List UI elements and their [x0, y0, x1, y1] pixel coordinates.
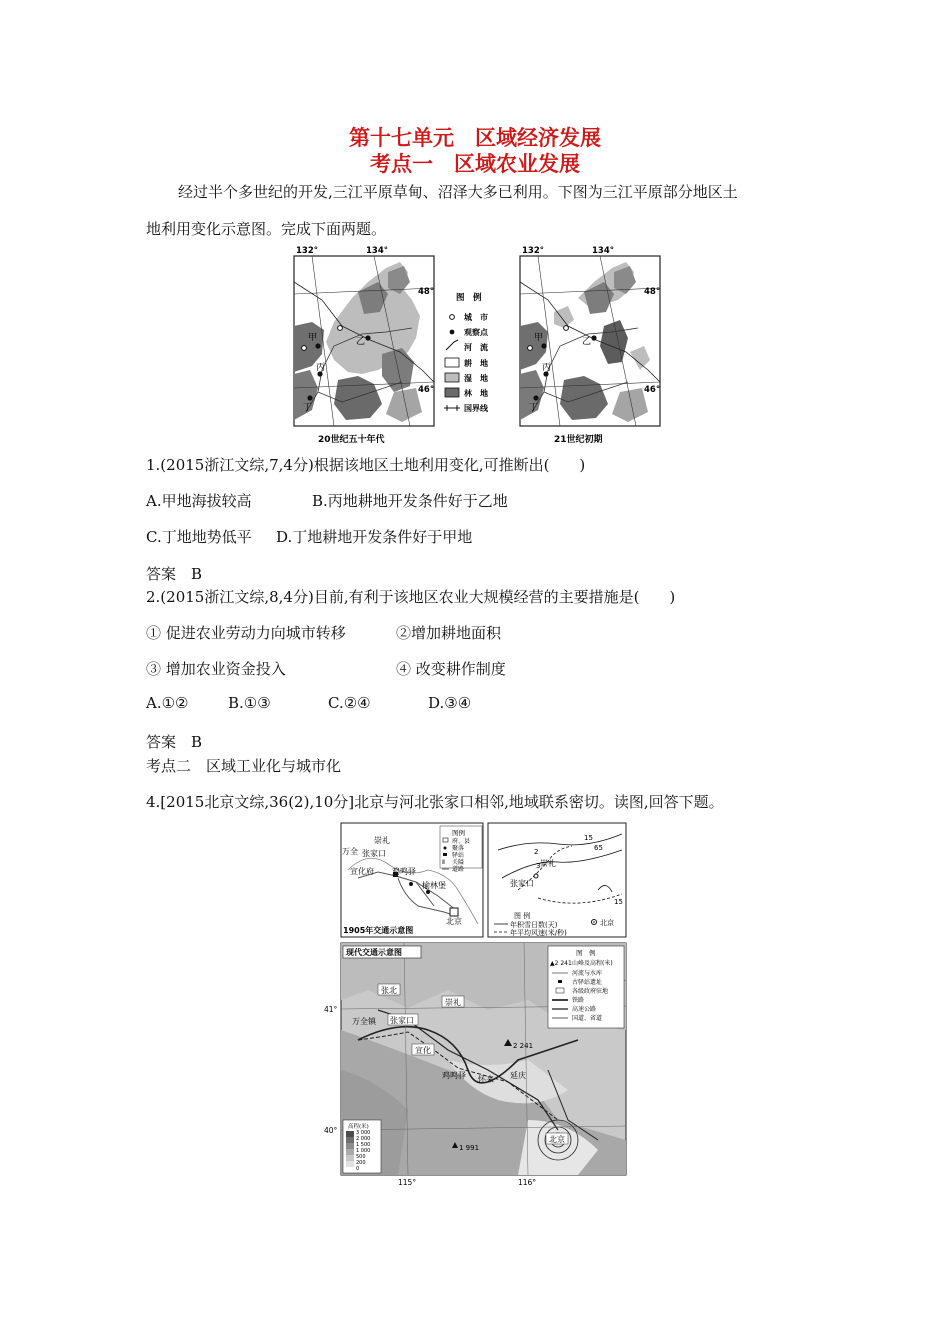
place-yulinpu-1905: 榆林堡 — [422, 881, 446, 890]
modern-legend-title: 图 例 — [576, 949, 596, 957]
elev-title: 高程(米) — [348, 1124, 369, 1130]
section-title: 考点一 区域农业发展 — [370, 152, 580, 176]
place-chongli: 崇礼 — [445, 998, 461, 1007]
q1-option-c: C.丁地地势低平 — [146, 528, 252, 546]
map-1905 — [341, 823, 483, 937]
climate-label-15b: 15 — [614, 898, 623, 906]
legend-1905-county: 府、县 — [452, 838, 471, 845]
lat-bottom-label: 46° — [418, 385, 435, 395]
elev-0: 0 — [356, 1166, 360, 1172]
legend-forest: 林 地 — [464, 389, 488, 398]
elev-500: 500 — [356, 1154, 366, 1160]
land-use-map-figure — [282, 242, 668, 452]
q2-option-b: B.①③ — [228, 694, 271, 712]
elev-1000: 1 000 — [356, 1148, 371, 1154]
place-zhangjiakou-1905: 张家口 — [362, 849, 386, 858]
land-use-legend — [444, 292, 489, 413]
climate-label-3: 3 — [536, 862, 541, 870]
climate-beijing: 北京 — [600, 919, 614, 927]
climate-label-65: 65 — [594, 844, 603, 852]
q1-option-b: B.丙地耕地开发条件好于乙地 — [312, 492, 508, 510]
section-2-title: 考点二 区域工业化与城市化 — [146, 757, 342, 775]
climate-legend-title: 图 例 — [514, 912, 531, 920]
place-jia-2: 甲 — [534, 333, 544, 343]
modern-legend-expressway: 高速公路 — [572, 1006, 597, 1013]
elev-200: 200 — [356, 1160, 366, 1166]
legend-cropland: 耕 地 — [464, 359, 488, 368]
legend-title: 图 例 — [456, 293, 482, 303]
modern-legend-road: 国道、省道 — [572, 1015, 603, 1022]
place-bing-2: 丙 — [542, 363, 552, 373]
legend-1905-title: 图例 — [452, 829, 465, 837]
climate-label-15: 15 — [584, 834, 593, 842]
caption-left: 20世纪五十年代 — [318, 435, 385, 445]
legend-city: 城 市 — [464, 313, 488, 322]
place-zhangbei: 张北 — [381, 986, 397, 995]
place-jimingyi: 鸡鸣驿 — [442, 1071, 466, 1080]
elev-3000: 3 000 — [356, 1130, 371, 1136]
lat-top-label-2: 48° — [644, 287, 661, 297]
elev-1500: 1 500 — [356, 1142, 371, 1148]
place-chongli-1905: 崇礼 — [374, 836, 390, 845]
legend-observation: 观察点 — [464, 328, 488, 337]
q2-item-4: ④ 改变耕作制度 — [396, 660, 506, 678]
place-yi: 乙 — [356, 337, 366, 347]
intro-line-1: 经过半个多世纪的开发,三江平原草甸、沼泽大多已利用。下图为三江平原部分地区土 — [178, 183, 738, 201]
page-title: 第十七单元 区域经济发展 — [349, 126, 601, 150]
legend-wetland: 湿 地 — [464, 374, 488, 383]
place-xuanhua-1905: 宣化府 — [350, 867, 374, 876]
place-ding: 丁 — [303, 403, 313, 413]
lat-40-label: 40° — [324, 1126, 338, 1135]
caption-1905: 1905年交通示意图 — [343, 926, 414, 935]
legend-1905-pass: 关隘 — [452, 859, 465, 866]
lat-top-label: 48° — [418, 287, 435, 297]
caption-right: 21世纪初期 — [554, 435, 603, 445]
q4-stem: 4.[2015北京文综,36(2),10分]北京与河北张家口相邻,地域联系密切。读图,回答下题。 — [146, 793, 724, 811]
q2-item-2: ②增加耕地面积 — [396, 624, 502, 642]
lon-right-label-2: 134° — [592, 246, 614, 256]
modern-legend-relic: 古驿站遗址 — [572, 979, 603, 986]
modern-legend-railway: 铁路 — [572, 997, 585, 1004]
lon-left-label: 132° — [296, 246, 318, 256]
q2-stem: 2.(2015浙江文综,8,4分)目前,有利于该地区农业大规模经营的主要措施是( ) — [146, 588, 676, 606]
legend-1905-station: 驿站 — [452, 852, 465, 859]
q2-answer: 答案 B — [146, 733, 203, 751]
place-jia: 甲 — [308, 333, 318, 343]
place-xuanhua: 宣化 — [415, 1046, 431, 1055]
elev-2000: 2 000 — [356, 1136, 371, 1142]
q2-option-a: A.①② — [146, 694, 189, 712]
legend-border: 国界线 — [464, 404, 488, 413]
q1-answer: 答案 B — [146, 565, 203, 583]
lat-bottom-label-2: 46° — [644, 385, 661, 395]
q1-option-d: D.丁地耕地开发条件好于甲地 — [276, 528, 473, 546]
place-ding-2: 丁 — [529, 403, 539, 413]
modern-legend-peak: 山峰及高程(米) — [572, 960, 613, 967]
place-zhangjiakou: 张家口 — [390, 1016, 414, 1025]
zhangjiakou-figure — [324, 820, 630, 1188]
place-yi-2: 乙 — [582, 337, 592, 347]
legend-1905-road: 道路 — [452, 866, 465, 873]
map-2000s — [520, 246, 660, 445]
q2-option-c: C.②④ — [328, 694, 371, 712]
modern-legend-river: 河流与水库 — [572, 970, 603, 977]
q2-item-1: ① 促进农业劳动力向城市转移 — [146, 624, 346, 642]
climate-zhangjiakou: 张家口 — [510, 879, 534, 888]
lon-115-label: 115° — [398, 1178, 417, 1187]
caption-modern: 现代交通示意图 — [346, 948, 402, 957]
place-huailai: 怀来 — [478, 1075, 494, 1084]
place-wanquan-1905: 万全 — [342, 847, 358, 856]
place-wanquanzhen: 万全镇 — [352, 1017, 376, 1026]
place-beijing-1905: 北京 — [446, 917, 462, 926]
q1-option-a: A.甲地海拔较高 — [146, 492, 252, 510]
modern-legend-seat: 各级政府驻地 — [572, 988, 609, 995]
intro-line-2: 地利用变化示意图。完成下面两题。 — [146, 220, 387, 238]
place-yanqing: 延庆 — [510, 1071, 526, 1080]
climate-legend-snow: 年积雪日数(天) — [510, 921, 558, 929]
peak-1991: 1 991 — [459, 1144, 480, 1152]
modern-legend-peak-icon: ▲2 241 — [550, 960, 572, 967]
climate-chongli: 崇礼 — [540, 859, 556, 868]
map-1950s — [294, 246, 434, 445]
legend-1905-pass-icon: Ⅱ — [442, 859, 445, 866]
lon-116-label: 116° — [518, 1178, 537, 1187]
lat-41-label: 41° — [324, 1005, 338, 1014]
climate-legend-wind: 年平均风速(米/秒) — [510, 929, 567, 937]
legend-river: 河 流 — [464, 343, 488, 352]
lon-left-label-2: 132° — [522, 246, 544, 256]
modern-map — [324, 943, 626, 1187]
peak-2241: 2 241 — [513, 1042, 534, 1050]
q2-option-d: D.③④ — [428, 694, 472, 712]
place-jimingyi-1905: 鸡鸣驿 — [392, 867, 416, 876]
legend-1905-settlement: 聚落 — [452, 845, 465, 852]
lon-right-label: 134° — [366, 246, 388, 256]
place-bing: 丙 — [316, 363, 326, 373]
place-beijing: 北京 — [549, 1135, 565, 1144]
q2-item-3: ③ 增加农业资金投入 — [146, 660, 286, 678]
climate-map — [488, 823, 626, 937]
q1-stem: 1.(2015浙江文综,7,4分)根据该地区土地利用变化,可推断出( ) — [146, 456, 586, 474]
climate-label-2: 2 — [534, 848, 539, 856]
